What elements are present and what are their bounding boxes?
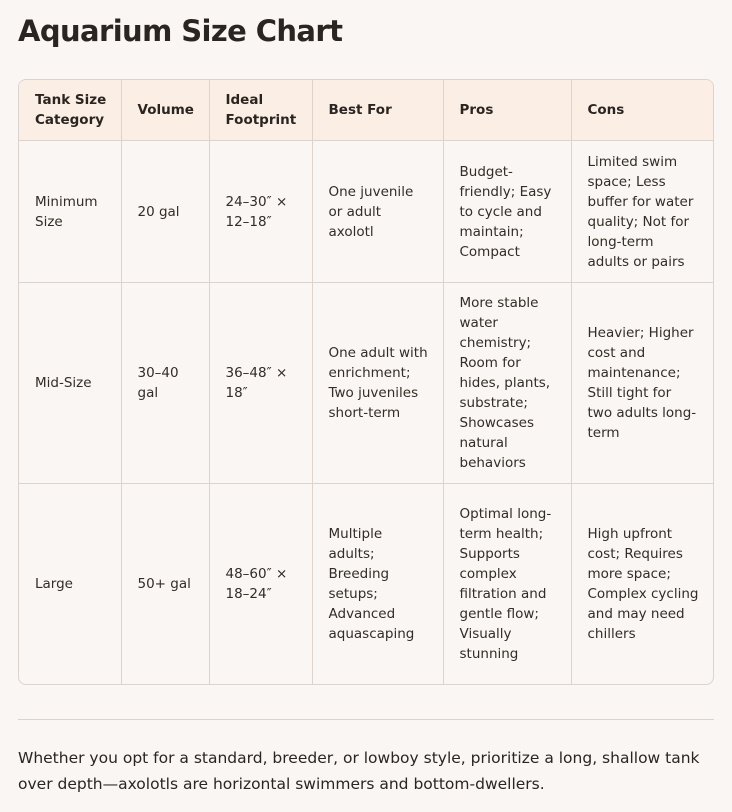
- cell-best-for: Multiple adults; Breeding setups; Advanced aquascaping: [312, 484, 443, 685]
- header-best-for: Best For: [312, 80, 443, 141]
- table-row: [19, 283, 713, 484]
- cell-cons: High upfront cost; Requires more space; Complex cycling and may need chillers: [587, 526, 699, 642]
- table-header-row: [19, 80, 713, 141]
- cell-category: Mid-Size: [19, 283, 121, 484]
- table-row: [19, 141, 713, 283]
- cell-pros: More stable water chemistry; Room for hides, plants, substrate; Showcases natural behaviors: [443, 283, 571, 484]
- header-ideal-footprint: Ideal Footprint: [209, 80, 312, 141]
- header-cons: Cons: [571, 80, 713, 141]
- footer-paragraph: Whether you opt for a standard, breeder, or lowboy style, prioritize a long, shallow tank over depth—axolotls are horizontal swimmers and bottom-dwellers.: [18, 749, 700, 793]
- cell-pros: Budget-friendly; Easy to cycle and maintain; Compact: [443, 141, 571, 283]
- section-divider: [18, 719, 714, 720]
- cell-best-for: One juvenile or adult axolotl: [312, 141, 443, 283]
- cell-volume: 50+ gal: [121, 484, 209, 685]
- table-row: [19, 484, 713, 685]
- size-chart-table-container: [18, 79, 714, 685]
- cell-footprint: 48–60″ × 18–24″: [209, 484, 312, 685]
- cell-volume: 20 gal: [121, 141, 209, 283]
- header-tank-size-category: Tank Size Category: [19, 80, 121, 141]
- cell-category: Large: [19, 484, 121, 685]
- cell-pros: Optimal long-term health; Supports complex filtration and gentle flow; Visually stunning: [443, 484, 571, 685]
- header-pros: Pros: [443, 80, 571, 141]
- size-chart-table: [19, 80, 713, 684]
- cell-cons: Limited swim space; Less buffer for water quality; Not for long-term adults or pairs: [571, 141, 713, 283]
- cell-volume: 30–40 gal: [121, 283, 209, 484]
- cell-cons: Heavier; Higher cost and maintenance; Still tight for two adults long-term: [571, 283, 713, 484]
- cell-footprint: 36–48″ × 18″: [209, 283, 312, 484]
- cell-category: Minimum Size: [19, 141, 121, 283]
- header-volume: Volume: [121, 80, 209, 141]
- page-title: Aquarium Size Chart: [18, 14, 343, 48]
- cell-best-for: One adult with enrichment; Two juveniles short-term: [312, 283, 443, 484]
- cell-footprint: 24–30″ × 12–18″: [209, 141, 312, 283]
